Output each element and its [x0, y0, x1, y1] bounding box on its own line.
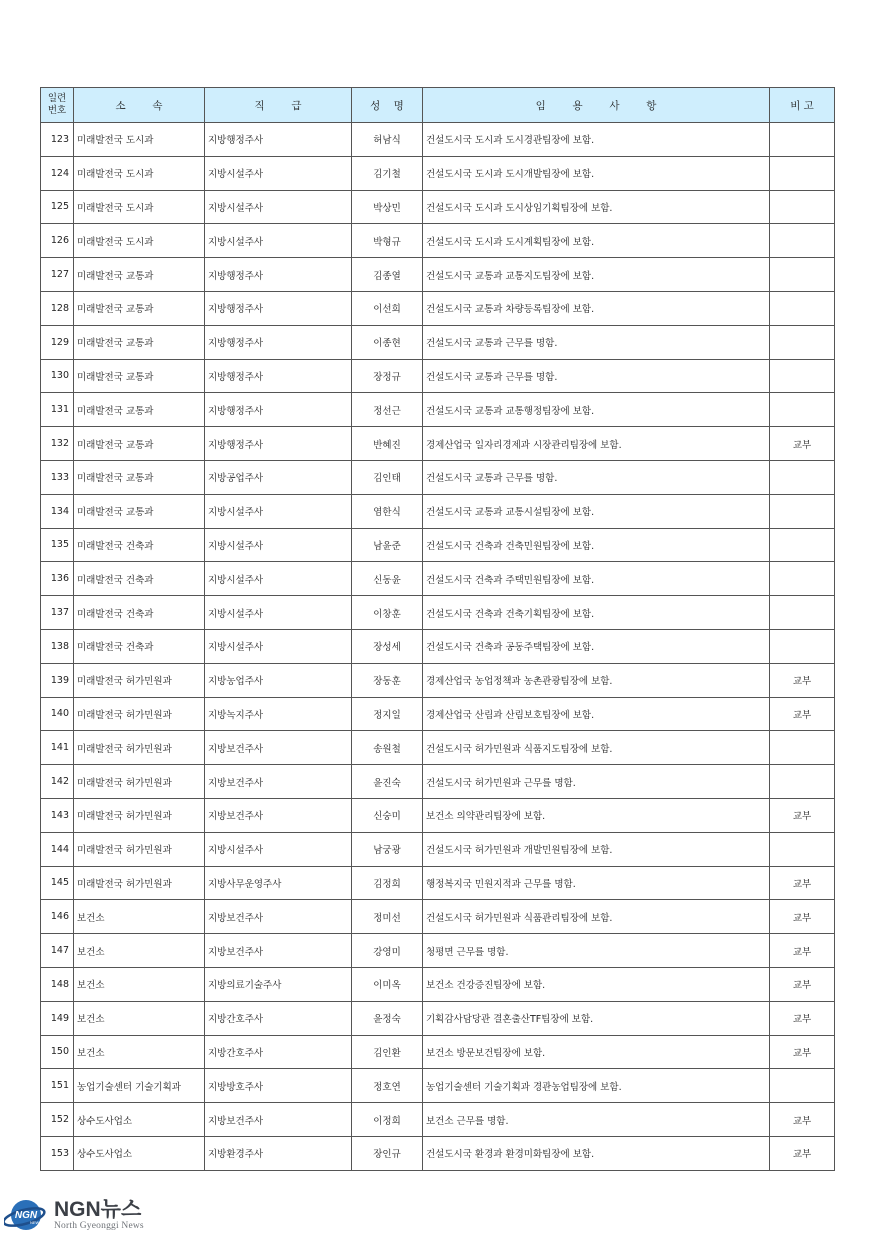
grade-cell: 지방행정주사 [205, 359, 352, 393]
appointment-details-cell: 경제산업국 산림과 산림보호팀장에 보함. [423, 697, 770, 731]
grade-cell: 지방보건주사 [205, 900, 352, 934]
logo-text: NGN [14, 1210, 38, 1221]
note-cell [770, 224, 835, 258]
affiliation-cell: 미래발전국 교통과 [74, 427, 205, 461]
affiliation-cell: 보건소 [74, 900, 205, 934]
note-cell [770, 731, 835, 765]
serial-no-cell: 133 [41, 460, 74, 494]
grade-cell: 지방행정주사 [205, 258, 352, 292]
serial-no-cell: 125 [41, 190, 74, 224]
appointment-details-cell: 건설도시국 건축과 건축민원팀장에 보함. [423, 528, 770, 562]
serial-no-cell: 150 [41, 1035, 74, 1069]
grade-cell: 지방사무운영주사 [205, 866, 352, 900]
grade-cell: 지방간호주사 [205, 1035, 352, 1069]
name-cell: 장정규 [352, 359, 423, 393]
affiliation-cell: 농업기술센터 기술기획과 [74, 1069, 205, 1103]
note-cell: 교부 [770, 663, 835, 697]
table-row [41, 224, 835, 258]
affiliation-cell: 보건소 [74, 934, 205, 968]
serial-no-cell: 152 [41, 1103, 74, 1137]
serial-no-cell: 138 [41, 629, 74, 663]
name-cell: 박형규 [352, 224, 423, 258]
serial-no-cell: 146 [41, 900, 74, 934]
grade-cell: 지방보건주사 [205, 765, 352, 799]
note-cell: 교부 [770, 934, 835, 968]
name-cell: 박상민 [352, 190, 423, 224]
table-row [41, 731, 835, 765]
serial-no-cell: 136 [41, 562, 74, 596]
appointment-details-cell: 건설도시국 도시과 도시상임기획팀장에 보함. [423, 190, 770, 224]
appointment-details-cell: 건설도시국 교통과 차량등록팀장에 보함. [423, 291, 770, 325]
grade-cell: 지방의료기술주사 [205, 967, 352, 1001]
note-cell: 교부 [770, 1035, 835, 1069]
affiliation-cell: 미래발전국 도시과 [74, 156, 205, 190]
table-row [41, 460, 835, 494]
table-row [41, 629, 835, 663]
appointment-details-cell: 청평면 근무를 명함. [423, 934, 770, 968]
appointment-details-cell: 건설도시국 교통과 근무를 명함. [423, 359, 770, 393]
note-cell [770, 460, 835, 494]
affiliation-cell: 미래발전국 도시과 [74, 123, 205, 157]
grade-cell: 지방시설주사 [205, 596, 352, 630]
serial-no-cell: 129 [41, 325, 74, 359]
note-cell [770, 629, 835, 663]
note-cell [770, 765, 835, 799]
table-row [41, 900, 835, 934]
serial-no-cell: 153 [41, 1136, 74, 1170]
note-cell: 교부 [770, 1001, 835, 1035]
ngn-news-watermark [4, 1196, 224, 1234]
note-cell [770, 258, 835, 292]
affiliation-cell: 미래발전국 허가민원과 [74, 663, 205, 697]
name-cell: 정호연 [352, 1069, 423, 1103]
note-cell [770, 359, 835, 393]
brand-name: NGN뉴스 [54, 1198, 142, 1221]
affiliation-cell: 미래발전국 건축과 [74, 528, 205, 562]
grade-cell: 지방행정주사 [205, 291, 352, 325]
serial-no-cell: 128 [41, 291, 74, 325]
table-row [41, 258, 835, 292]
serial-no-cell: 142 [41, 765, 74, 799]
note-cell [770, 1069, 835, 1103]
name-cell: 염한식 [352, 494, 423, 528]
affiliation-cell: 미래발전국 교통과 [74, 393, 205, 427]
table-row [41, 562, 835, 596]
appointment-details-cell: 건설도시국 허가민원과 식품지도팀장에 보함. [423, 731, 770, 765]
serial-no-cell: 151 [41, 1069, 74, 1103]
note-cell: 교부 [770, 1103, 835, 1137]
table-row [41, 1103, 835, 1137]
name-cell: 정선근 [352, 393, 423, 427]
affiliation-cell: 미래발전국 허가민원과 [74, 765, 205, 799]
appointment-details-cell: 건설도시국 건축과 공동주택팀장에 보함. [423, 629, 770, 663]
affiliation-cell: 미래발전국 교통과 [74, 258, 205, 292]
table-row [41, 1069, 835, 1103]
serial-no-cell: 126 [41, 224, 74, 258]
grade-cell: 지방시설주사 [205, 629, 352, 663]
table-row [41, 765, 835, 799]
name-cell: 이종현 [352, 325, 423, 359]
name-cell: 장동훈 [352, 663, 423, 697]
appointment-details-cell: 건설도시국 교통과 교통행정팀장에 보함. [423, 393, 770, 427]
note-cell [770, 562, 835, 596]
serial-no-cell: 140 [41, 697, 74, 731]
name-cell: 윤진숙 [352, 765, 423, 799]
grade-cell: 지방시설주사 [205, 156, 352, 190]
grade-cell: 지방시설주사 [205, 832, 352, 866]
appointment-details-cell: 건설도시국 교통과 교통지도팀장에 보함. [423, 258, 770, 292]
grade-cell: 지방행정주사 [205, 123, 352, 157]
grade-cell: 지방시설주사 [205, 528, 352, 562]
note-cell [770, 832, 835, 866]
note-cell [770, 596, 835, 630]
note-cell: 교부 [770, 798, 835, 832]
affiliation-cell: 보건소 [74, 1035, 205, 1069]
appointment-details-cell: 건설도시국 건축과 주택민원팀장에 보함. [423, 562, 770, 596]
ngn-globe-logo-icon [4, 1197, 48, 1233]
note-cell: 교부 [770, 427, 835, 461]
serial-no-cell: 132 [41, 427, 74, 461]
name-cell: 남궁광 [352, 832, 423, 866]
affiliation-cell: 미래발전국 건축과 [74, 629, 205, 663]
affiliation-cell: 미래발전국 건축과 [74, 596, 205, 630]
affiliation-cell: 미래발전국 교통과 [74, 325, 205, 359]
table-row [41, 1001, 835, 1035]
serial-no-cell: 139 [41, 663, 74, 697]
serial-no-cell: 144 [41, 832, 74, 866]
grade-cell: 지방공업주사 [205, 460, 352, 494]
serial-no-cell: 137 [41, 596, 74, 630]
table-row [41, 697, 835, 731]
appointment-details-cell: 건설도시국 도시과 도시개발팀장에 보함. [423, 156, 770, 190]
appointment-details-cell: 보건소 근무를 명함. [423, 1103, 770, 1137]
table-row [41, 866, 835, 900]
serial-no-cell: 141 [41, 731, 74, 765]
table-row [41, 427, 835, 461]
name-cell: 윤정숙 [352, 1001, 423, 1035]
table-row [41, 967, 835, 1001]
grade-cell: 지방보건주사 [205, 798, 352, 832]
name-cell: 김정희 [352, 866, 423, 900]
appointment-details-cell: 보건소 의약관리팀장에 보함. [423, 798, 770, 832]
appointment-details-cell: 기획감사담당관 결혼출산TF팀장에 보함. [423, 1001, 770, 1035]
table-row [41, 190, 835, 224]
appointment-details-cell: 건설도시국 교통과 근무를 명함. [423, 325, 770, 359]
name-cell: 장인규 [352, 1136, 423, 1170]
table-row [41, 798, 835, 832]
grade-cell: 지방행정주사 [205, 325, 352, 359]
appointment-details-cell: 건설도시국 환경과 환경미화팀장에 보함. [423, 1136, 770, 1170]
note-cell: 교부 [770, 967, 835, 1001]
appointment-details-cell: 건설도시국 교통과 근무를 명함. [423, 460, 770, 494]
header-note: 비 고 [770, 88, 835, 123]
name-cell: 김인태 [352, 460, 423, 494]
appointment-details-cell: 보건소 방문보건팀장에 보함. [423, 1035, 770, 1069]
grade-cell: 지방시설주사 [205, 190, 352, 224]
name-cell: 강영미 [352, 934, 423, 968]
name-cell: 이미옥 [352, 967, 423, 1001]
affiliation-cell: 미래발전국 도시과 [74, 190, 205, 224]
note-cell [770, 123, 835, 157]
appointment-details-cell: 건설도시국 허가민원과 식품관리팀장에 보함. [423, 900, 770, 934]
note-cell [770, 494, 835, 528]
serial-no-cell: 145 [41, 866, 74, 900]
brand-subtitle: North Gyeonggi News [54, 1221, 144, 1231]
affiliation-cell: 미래발전국 교통과 [74, 494, 205, 528]
serial-no-cell: 134 [41, 494, 74, 528]
table-row [41, 596, 835, 630]
name-cell: 이선희 [352, 291, 423, 325]
affiliation-cell: 미래발전국 교통과 [74, 359, 205, 393]
note-cell [770, 325, 835, 359]
affiliation-cell: 보건소 [74, 1001, 205, 1035]
name-cell: 송원철 [352, 731, 423, 765]
personnel-table [40, 87, 835, 1171]
logo-sub: NEWS [30, 1220, 42, 1225]
affiliation-cell: 미래발전국 허가민원과 [74, 731, 205, 765]
note-cell [770, 393, 835, 427]
header-serial-no-text: 일련 번호 [47, 93, 67, 116]
appointment-details-cell: 건설도시국 교통과 교통시설팀장에 보함. [423, 494, 770, 528]
table-row [41, 325, 835, 359]
serial-no-cell: 131 [41, 393, 74, 427]
serial-no-cell: 147 [41, 934, 74, 968]
header-serial-no [41, 88, 74, 123]
affiliation-cell: 상수도사업소 [74, 1136, 205, 1170]
affiliation-cell: 미래발전국 허가민원과 [74, 697, 205, 731]
table-row [41, 291, 835, 325]
grade-cell: 지방시설주사 [205, 224, 352, 258]
affiliation-cell: 미래발전국 건축과 [74, 562, 205, 596]
affiliation-cell: 미래발전국 교통과 [74, 291, 205, 325]
appointment-details-cell: 농업기술센터 기술기획과 경관농업팀장에 보함. [423, 1069, 770, 1103]
table-row [41, 156, 835, 190]
table-row [41, 359, 835, 393]
serial-no-cell: 135 [41, 528, 74, 562]
appointment-details-cell: 건설도시국 도시과 도시경관팀장에 보함. [423, 123, 770, 157]
table-row [41, 1136, 835, 1170]
appointment-details-cell: 경제산업국 농업정책과 농촌관광팀장에 보함. [423, 663, 770, 697]
grade-cell: 지방시설주사 [205, 562, 352, 596]
grade-cell: 지방보건주사 [205, 934, 352, 968]
table-header [41, 88, 835, 123]
affiliation-cell: 미래발전국 도시과 [74, 224, 205, 258]
name-cell: 정지일 [352, 697, 423, 731]
name-cell: 이창훈 [352, 596, 423, 630]
name-cell: 김인환 [352, 1035, 423, 1069]
note-cell: 교부 [770, 697, 835, 731]
note-cell: 교부 [770, 1136, 835, 1170]
grade-cell: 지방시설주사 [205, 494, 352, 528]
table-row [41, 494, 835, 528]
table-row [41, 934, 835, 968]
note-cell: 교부 [770, 866, 835, 900]
serial-no-cell: 149 [41, 1001, 74, 1035]
name-cell: 남윤준 [352, 528, 423, 562]
table-body [41, 123, 835, 1171]
name-cell: 김종열 [352, 258, 423, 292]
note-cell [770, 528, 835, 562]
appointment-details-cell: 건설도시국 허가민원과 개발민원팀장에 보함. [423, 832, 770, 866]
grade-cell: 지방농업주사 [205, 663, 352, 697]
appointment-details-cell: 경제산업국 일자리경제과 시장관리팀장에 보함. [423, 427, 770, 461]
affiliation-cell: 미래발전국 허가민원과 [74, 866, 205, 900]
appointment-details-cell: 건설도시국 도시과 도시계획팀장에 보함. [423, 224, 770, 258]
name-cell: 신숭미 [352, 798, 423, 832]
serial-no-cell: 143 [41, 798, 74, 832]
table-row [41, 1035, 835, 1069]
serial-no-cell: 148 [41, 967, 74, 1001]
name-cell: 장성세 [352, 629, 423, 663]
grade-cell: 지방간호주사 [205, 1001, 352, 1035]
affiliation-cell: 미래발전국 교통과 [74, 460, 205, 494]
grade-cell: 지방행정주사 [205, 427, 352, 461]
serial-no-cell: 127 [41, 258, 74, 292]
table-row [41, 393, 835, 427]
header-grade: 직 급 [205, 88, 352, 123]
table-row [41, 663, 835, 697]
note-cell [770, 156, 835, 190]
grade-cell: 지방방호주사 [205, 1069, 352, 1103]
grade-cell: 지방환경주사 [205, 1136, 352, 1170]
table-row [41, 528, 835, 562]
name-cell: 허남식 [352, 123, 423, 157]
appointment-details-cell: 행정복지국 민원지적과 근무를 명함. [423, 866, 770, 900]
header-appointment-details: 임 용 사 항 [423, 88, 770, 123]
header-affiliation: 소 속 [74, 88, 205, 123]
serial-no-cell: 123 [41, 123, 74, 157]
appointment-details-cell: 보건소 건강증진팀장에 보함. [423, 967, 770, 1001]
name-cell: 신동윤 [352, 562, 423, 596]
grade-cell: 지방행정주사 [205, 393, 352, 427]
name-cell: 정미선 [352, 900, 423, 934]
affiliation-cell: 상수도사업소 [74, 1103, 205, 1137]
table-row [41, 123, 835, 157]
affiliation-cell: 미래발전국 허가민원과 [74, 798, 205, 832]
name-cell: 반혜진 [352, 427, 423, 461]
appointment-details-cell: 건설도시국 건축과 건축기획팀장에 보함. [423, 596, 770, 630]
grade-cell: 지방보건주사 [205, 731, 352, 765]
header-name: 성 명 [352, 88, 423, 123]
note-cell: 교부 [770, 900, 835, 934]
affiliation-cell: 미래발전국 허가민원과 [74, 832, 205, 866]
note-cell [770, 291, 835, 325]
serial-no-cell: 130 [41, 359, 74, 393]
grade-cell: 지방보건주사 [205, 1103, 352, 1137]
appointment-details-cell: 건설도시국 허가민원과 근무를 명함. [423, 765, 770, 799]
name-cell: 이정희 [352, 1103, 423, 1137]
table-row [41, 832, 835, 866]
serial-no-cell: 124 [41, 156, 74, 190]
name-cell: 김기철 [352, 156, 423, 190]
grade-cell: 지방녹지주사 [205, 697, 352, 731]
affiliation-cell: 보건소 [74, 967, 205, 1001]
note-cell [770, 190, 835, 224]
